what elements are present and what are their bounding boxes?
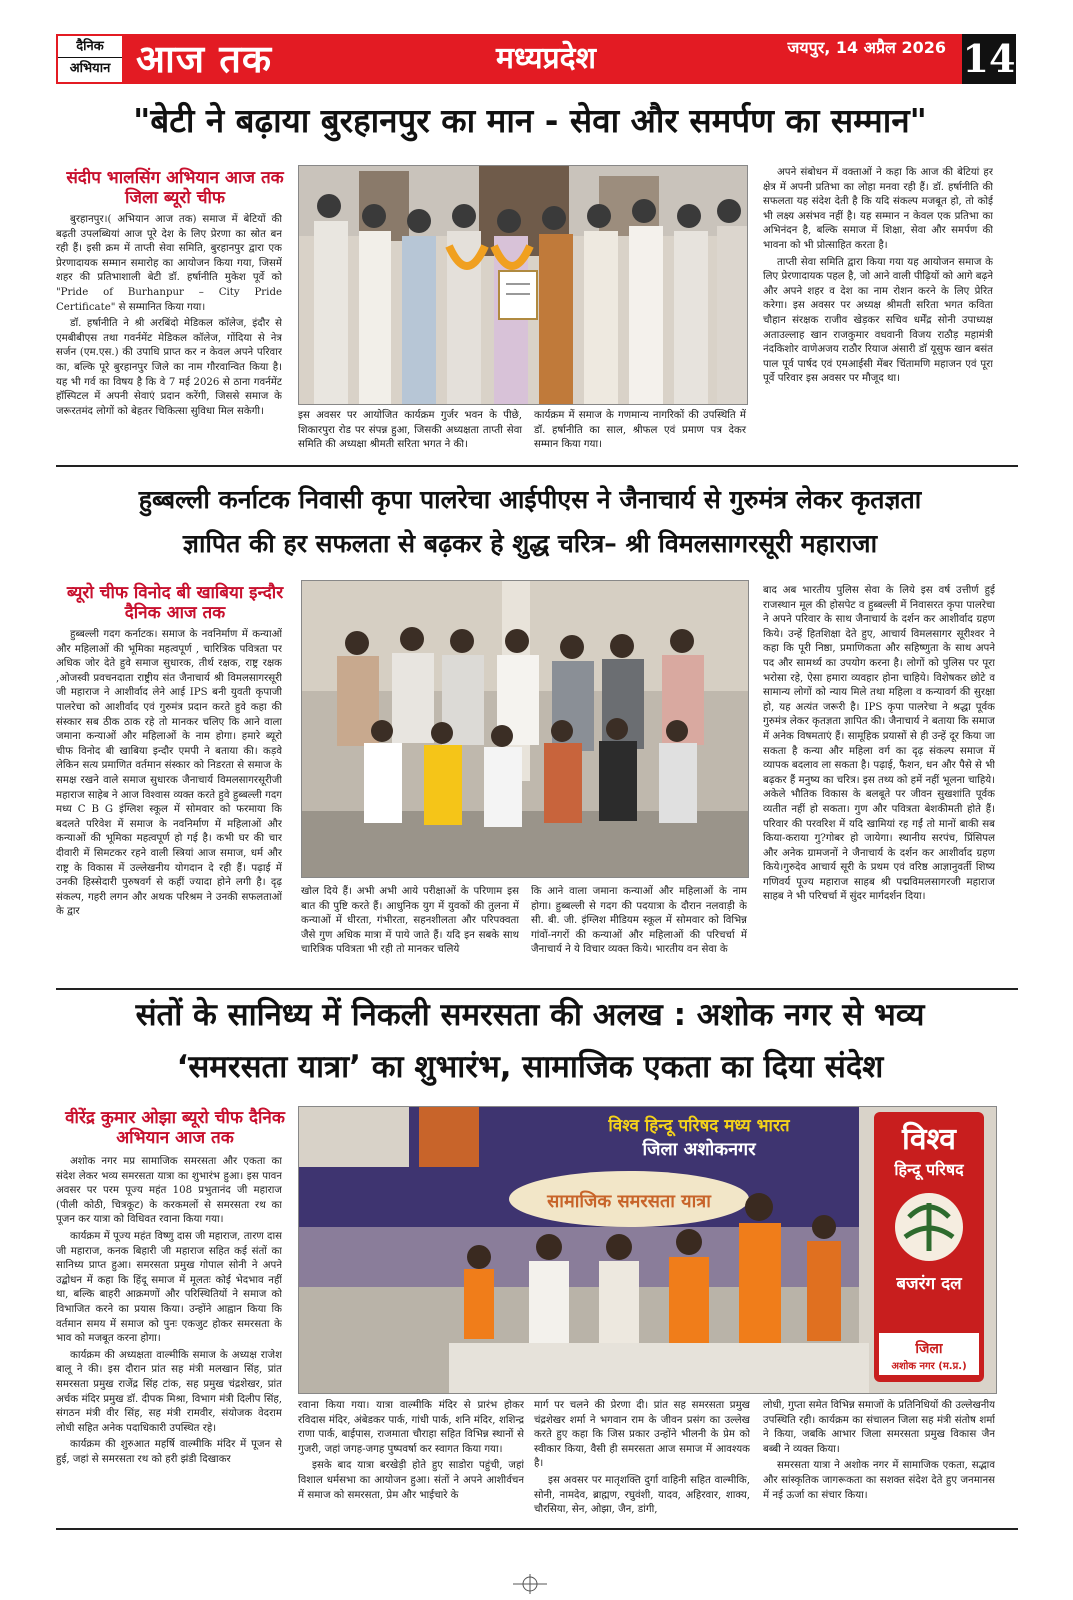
story2-column-3: [531, 885, 747, 981]
story3-column-2: [298, 1399, 524, 1525]
story2-byline: ब्यूरो चीफ विनोद बी खाबिया इन्दौर दैनिक आज तक: [66, 583, 284, 623]
story1-para-4: ताप्ती सेवा समिति द्वारा किया गया यह आयोजन समाज के लिए प्रेरणादायक पहल है, जो आने वाली पीढ़ियों को आगे बढ़ने और अपने शहर व देश का नाम रोशन करने के लिए प्रेरित करेगा। इस अवसर पर अध्यक्ष श्रीमती सरिता भगत कविता चौहान संरक्षक राजीव खेड़कर सचिव धर्मेंद्र सोनी उपाध्यक्ष अताउल्लाह खान राजकुमार वधवानी विजय राठौड़ महामंत्री नंदकिशोर वाणेअजय राठौर रियाज अंसारी डॉ यूसुफ खान बसंत पाल पूर्व पार्षद एवं एमआईसी मेंबर चिंतामणि महाजन एवं पूरा पूर्वे परिवार इस अवसर पर मौजूद था।: [763, 256, 993, 385]
story1-column-1: [56, 213, 282, 461]
edition-date: जयपुर, 14 अप्रैल 2026: [787, 38, 946, 57]
story2-headline-line-1: हुब्बल्ली कर्नाटक निवासी कृपा पालरेचा आईपीएस ने जैनाचार्य से गुरुमंत्र लेकर कृतज्ञता: [138, 485, 922, 514]
story1-caption-2: कार्यक्रम में समाज के गणमान्य नागरिकों की उपस्थिति में डॉ. हर्षानीति का साल, श्रीफल एवं प्रमाण पत्र देकर सम्मान किया गया।: [534, 410, 746, 451]
registration-mark-icon: [513, 1574, 547, 1594]
story1-para-1: बुरहानपुर।( अभियान आज तक) समाज में बेटियों की बढ़ती उपलब्धियां आज पूरे देश के लिए प्रेरणा का स्रोत बन रही हैं। इसी क्रम में ताप्ती सेवा समिति, बुरहानपुर द्वारा एक प्रेरणादायक सम्मान समारोह का आयोजन किया गया, जिसमें शहर की प्रतिभाशाली बेटी डॉ. हर्षानीति मुकेश पूर्वे को "Pride of Burhanpur – City Pride Certificate" से सम्मानित किया गया।: [56, 214, 282, 313]
divider-3: [56, 1528, 1018, 1530]
story2-column-1: [56, 628, 282, 980]
story1-para-2: डॉ. हर्षानीति ने श्री अरबिंदो मेडिकल कॉलेज, इंदौर से एमबीबीएस तथा गवर्नमेंट मेडिकल कॉलेज, गोंदिया से नेत्र सर्जन (एम.एस.) की उपाधि प्राप्त कर न केवल अपने परिवार का, बल्कि पूरे बुरहानपुर जिले का नाम गौरवान्वित किया है। यह भी गर्व का विषय है कि वे 7 मई 2026 से ठाना गवर्नमेंट हॉस्पिटल में अपनी सेवाएं प्रदान करेंगी, जिससे समाज के जरूरतमंद लोगों को बेहतर चिकित्सा सुविधा मिल सकेगी।: [56, 318, 282, 417]
story2-para-3: कि आने वाला जमाना कन्याओं और महिलाओं के नाम होगा। हुब्बल्ली से गदग की पदयात्रा के दौरान नलवाड़ी के सी. बी. जी. इंग्लिश मीडियम स्कूल में सोमवार को विभिन्न गांवों-नगरों की कन्याओं और महिलाओं की परिचर्चा में जैनाचार्य ने ये विचार व्यक्त किये। भारतीय वन सेवा के: [531, 886, 747, 956]
story3-para-2: कार्यक्रम में पूज्य महंत विष्णु दास जी महाराज, तारण दास जी महाराज, कनक बिहारी जी महाराज सहित कई संतों का सानिध्य प्राप्त हुआ। समरसता प्रमुख गोपाल सोनी ने अपने उद्बोधन में कहा कि हिंदू समाज में मूलतः कोई भेदभाव नहीं था, बल्कि बाहरी आक्रमणों और परिस्थितियों ने समाज को विभाजित करने का प्रयास किया। उन्होंने आह्वान किया कि वर्तमान समय में समाज को पुनः एकजुट होकर समरसता के भाव को मजबूत करना होगा।: [56, 1230, 282, 1345]
brand-bottom: अभियान: [69, 61, 111, 76]
banner-sub: जिला अशोकनगर: [642, 1139, 756, 1160]
story3-headline-line-1: संतों के सानिध्य में निकली समरसता की अलख : अशोक नगर से भव्य: [135, 997, 925, 1033]
divider-1: [56, 465, 1018, 467]
story2-para-2: खोल दिये हैं। अभी अभी आये परीक्षाओं के परिणाम इस बात की पुष्टि करते हैं। आधुनिक युग में युवकों की तुलना में कन्याओं में धीरता, गंभीरता, सहनशीलता और परिपक्वता जैसे गुण अधिक मात्रा में पाये जाते हैं। यदि इन सबके साथ चारित्रिक पवित्रता भी रही तो मानकर चलिये: [301, 886, 519, 956]
yatra-photo: [299, 1107, 996, 1393]
group-photo: [302, 581, 748, 877]
story3-para-7: मार्ग पर चलने की प्रेरणा दी। प्रांत सह समरसता प्रमुख चंद्रशेखर शर्मा ने भगवान राम के जीवन प्रसंग का उल्लेख करते हुए कहा कि जिस प्रकार उन्होंने भीलनी के प्रेम को स्वीकार किया, वैसी ही समरसता आज समाज में आवश्यक है।: [534, 1400, 750, 1470]
story2-column-4: [763, 584, 995, 981]
standee-place: अशोक नगर (म.प्र.): [891, 1361, 967, 1372]
standee-district: जिला: [915, 1341, 943, 1357]
story2-para-1: हुब्बल्ली गदग कर्नाटक। समाज के नवनिर्माण में कन्याओं और महिलाओं की भूमिका महत्वपूर्ण , चारित्रिक पवित्रता पर अधिक जोर देते हुवे समाज सुधारक, तीर्थ रक्षक, राष्ट्र रक्षक ,ओजस्वी प्रवचनदाता राष्ट्रीय संत जैनाचार्य श्री विमलसागरसूरी जी महाराज ने आशीर्वाद लेने आई IPS बनी युवती कृपाजी पालरेचा को आशीर्वाद एवं गुरुमंत्र प्रदान करते हुवे कहा की संस्कार सब ठीक ठाक रहे तो मानकर चलिए कि आने वाला जमाना कन्याओं और महिलाओं के नाम होगा। हमारे ब्यूरो चीफ विनोद बी खाबिया इन्दौर एमपी ने बताया की। कड़वे लेकिन सत्य प्रमाणित वर्तमान संस्कार को निडरता से समाज के समक्ष रखने वाले समाज सुधारक जैनाचार्य विमलसागरसूरीजी महाराज साहेब ने आज विश्वास व्यक्त करते हुवे हुब्बल्ली गदग मध्य C B G इंग्लिश स्कूल में सोमवार को फरमाया कि बदलते परिवेश में समाज के नवनिर्माण में महिलाओं और कन्याओं की भूमिका महत्वपूर्ण हो गई है। कभी घर की चार दीवारी में सिमटकर रहने वाली स्त्रियां आज समाज, धर्म और राष्ट्र के विकास में उल्लेखनीय योगदान दे रही हैं। पढ़ाई में उनकी हिस्सेदारी पुरुषवर्ग से कहीं ज्यादा होने लगी है। दृढ़ संकल्प, गहरी लगन और अथक परिश्रम ने उनकी सफलताओं के द्वार: [56, 629, 282, 918]
story1-photo: [298, 165, 748, 405]
masthead: [56, 34, 1016, 84]
section-name: मध्यप्रदेश: [495, 41, 597, 76]
story3-column-4: [763, 1399, 995, 1525]
story3-byline: वीरेंद्र कुमार ओझा ब्यूरो चीफ दैनिक अभियान आज तक: [65, 1108, 285, 1148]
page-number: 14: [962, 34, 1016, 84]
story2-headline-line-2: ज्ञापित की हर सफलता से बढ़कर हे शुद्ध चरित्र– श्री विमलसागरसूरी महाराजा: [182, 529, 878, 558]
story1-caption-1: इस अवसर पर आयोजित कार्यक्रम गुर्जर भवन के पीछे, शिकारपुरा रोड पर संपन्न हुआ, जिसकी अध्यक्षता ताप्ती सेवा समिति की अध्यक्षा श्रीमती सरिता भगत ने की।: [298, 410, 522, 451]
story3-para-8: इस अवसर पर मातृशक्ति दुर्गा वाहिनी सहित वाल्मीकि, सोनी, नामदेव, ब्राह्मण, रघुवंशी, यादव, अहिरवार, शाक्य, चौरसिया, सेन, ओझा, जैन, डांगी,: [534, 1474, 750, 1516]
story2-photo: [301, 580, 749, 878]
felicitation-photo: [299, 166, 747, 404]
story3-para-10: समरसता यात्रा ने अशोक नगर में सामाजिक एकता, सद्भाव और सांस्कृतिक जागरूकता का सशक्त संदेश देते हुए जनमानस में नई ऊर्जा का संचार किया।: [763, 1460, 995, 1501]
story3-para-6: इसके बाद यात्रा बरखेड़ी होते हुए साडोरा पहुंची, जहां विशाल धर्मसभा का आयोजन हुआ। संतों ने अपने आशीर्वचन में समाज को समरसता, प्रेम और भाईचारे के: [298, 1460, 524, 1501]
story2-para-4: बाद अब भारतीय पुलिस सेवा के लिये इस वर्ष उत्तीर्ण हुई राजस्थान मूल की होसपेट व हुब्बल्ली में निवासरत कृपा पालरेचा ने अपने परिवार के साथ जैनाचार्य के दर्शन कर आशीर्वाद ग्रहण किये। उन्हें हितशिक्षा देते हुए, आचार्य विमलसागर सूरीश्वर ने कहा कि पूरी निष्ठा, प्रमाणिकता और सहिष्णुता के साथ अपने पद और सामर्थ्य का उपयोग करना है। लोगों को पुलिस पर पूरा भरोसा रहे, ऐसा हमारा व्यवहार होना चाहिये। विशेषकर छोटे व सामान्य लोगों को न्याय मिले तथा महिला व कन्यावर्ग की सुरक्षा हो, यह अत्यंत जरूरी है। IPS कृपा पालरेचा ने श्रद्धा पूर्वक गुरुमंत्र लेकर कृतज्ञता ज्ञापित की। जैनाचार्य ने बताया कि समाज में अनेक विषमताएं हैं। सामूहिक प्रयासों से ही उन्हें दूर किया जा सकता है कन्या और महिला वर्ग का दृढ़ संकल्प समाज में व्यापक बदलाव ला सकता है। पढ़ाई, फैशन, धन और पैसे से भी बढ़कर हैं मनुष्य का चरित्र। इस तथ्य को हमें नहीं भूलना चाहिये। अकेले भौतिक विकास के बलबूते पर जीवन सुखशांति पूर्वक व्यतीत नहीं हो सकता। गुण और पवित्रता बेशकीमती होते हैं। परिवार की परवरिश में यदि खामियां रह गईं तो मानों बाकी सब किया-कराया गु?गोबर हो जायेगा। स्थानीय सरपंच, प्रिंसिपल और अनेक ग्रामजनों ने जैनाचार्य के दर्शन कर आशीर्वाद ग्रहण किये।गुरुदेव आचार्य सूरी के प्रथम एवं वरिष्ठ आज्ञानुवर्ती शिष्य गणिवर्य पूज्य महाराज साहब श्री पद्मविमलसागरजी महाराज साहब ने भी परिचर्चा में सुंदर मार्गदर्शन दिया।: [763, 585, 995, 903]
brand-top: दैनिक: [58, 36, 122, 58]
story3-para-4: कार्यक्रम की शुरुआत महर्षि वाल्मीकि मंदिर में पूजन से हुई, जहां से समरसता रथ को हरी झंडी दिखाकर: [56, 1439, 282, 1465]
divider-2: [56, 988, 1018, 990]
standee-mid: हिन्दू परिषद: [894, 1160, 964, 1179]
story3-para-1: अशोक नगर मप्र सामाजिक समरसता और एकता का संदेश लेकर भव्य समरसता यात्रा का शुभारंभ हुआ। इस पावन अवसर पर परम पूज्य महंत 108 प्रभुतानंद जी महाराज (पीली कोठी, चित्रकूट) के करकमलों से समरसता रथ का पूजन कर यात्रा को विधिवत रवाना किया गया।: [56, 1156, 282, 1226]
brand-box: [56, 34, 124, 84]
story3-para-3: कार्यक्रम की अध्यक्षता वाल्मीकि समाज के अध्यक्ष राजेश बालू ने की। इस दौरान प्रांत सह मंत्री मलखान सिंह, प्रांत समरसता प्रमुख राजेंद्र सिंह टांक, सह प्रमुख चंद्रशेखर, प्रांत अर्चक मंदिर प्रमुख डॉ. दीपक मिश्रा, विभाग मंत्री दिलीप सिंह, संगठन मंत्री वीर सिंह, सह मंत्री रामवीर, संयोजक वेदराम लोधी सहित अनेक पदाधिकारी उपस्थित रहे।: [56, 1349, 282, 1434]
story1-headline: "बेटी ने बढ़ाया बुरहानपुर का मान - सेवा और समर्पण का सम्मान": [133, 101, 927, 140]
story1-byline: संदीप भालसिंग अभियान आज तक जिला ब्यूरो चीफ: [66, 168, 284, 208]
story3-photo: [298, 1106, 997, 1394]
banner-yatra: सामाजिक समरसता यात्रा: [547, 1191, 711, 1212]
story3-para-5: रवाना किया गया। यात्रा वाल्मीकि मंदिर से प्रारंभ होकर रविदास मंदिर, अंबेडकर पार्क, गांधी पार्क, शनि मंदिर, शशिन्द्र राणा पार्क, बाईपास, राजमाता चौराहा सहित विभिन्न स्थानों से गुजरी, जहां जगह-जगह पुष्पवर्षा कर स्वागत किया गया।: [298, 1400, 524, 1455]
story1-column-3: [763, 166, 993, 460]
brand-title: आज तक: [136, 37, 273, 81]
story1-para-3: अपने संबोधन में वक्ताओं ने कहा कि आज की बेटियां हर क्षेत्र में अपनी प्रतिभा का लोहा मनवा रही हैं। डॉ. हर्षानीति की सफलता यह संदेश देती है कि यदि संकल्प मजबूत हो, तो कोई भी लक्ष्य असंभव नहीं है। यह सम्मान न केवल एक प्रतिभा का अभिनंदन है, बल्कि समाज में शिक्षा, सेवा और समर्पण की भावना को भी प्रोत्साहित करता है।: [763, 167, 993, 251]
standee-bottom: बजरंग दल: [896, 1274, 962, 1294]
standee-top: विश्व: [902, 1122, 956, 1157]
story3-headline-line-2: ‘समरसता यात्रा’ का शुभारंभ, सामाजिक एकता का दिया संदेश: [176, 1049, 884, 1085]
story3-column-3: [534, 1399, 750, 1525]
story3-column-1: [56, 1155, 282, 1525]
story2-column-2: [301, 885, 519, 981]
story3-para-9: लोधी, गुप्ता समेत विभिन्न समाजों के प्रतिनिधियों की उल्लेखनीय उपस्थिति रही। कार्यक्रम का संचालन जिला सह मंत्री संतोष शर्मा ने किया, जबकि आभार जिला समरसता प्रमुख विकास जैन बब्बी ने व्यक्त किया।: [763, 1400, 995, 1455]
banner-main: विश्व हिन्दू परिषद मध्य भारत: [608, 1116, 790, 1136]
